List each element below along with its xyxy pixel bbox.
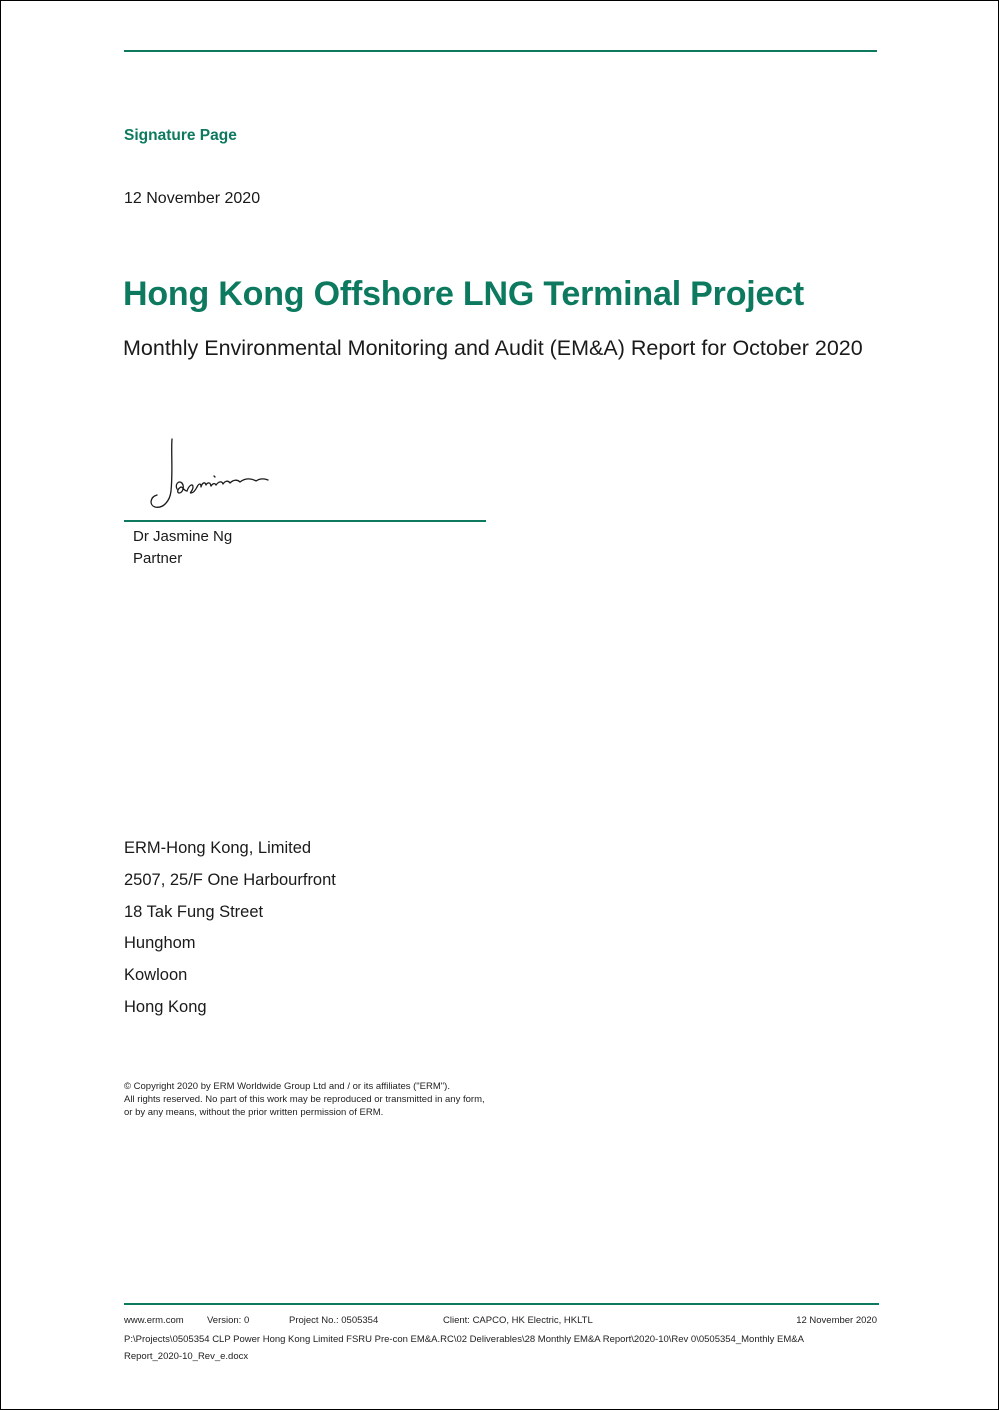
copyright-line: © Copyright 2020 by ERM Worldwide Group Ltd and / or its affiliates ("ERM"). xyxy=(124,1081,450,1092)
signatory-block xyxy=(133,526,232,570)
signature-line xyxy=(124,520,486,522)
document-subtitle: Monthly Environmental Monitoring and Audit (EM&A) Report for October 2020 xyxy=(123,336,863,360)
footer-version: Version: 0 xyxy=(207,1315,250,1326)
header-divider xyxy=(124,50,877,52)
handwritten-signature xyxy=(141,431,281,515)
address-line: Hunghom xyxy=(124,934,196,953)
footer-website: www.erm.com xyxy=(124,1315,184,1326)
address-line: ERM-Hong Kong, Limited xyxy=(124,839,312,857)
address-line: Kowloon xyxy=(124,966,188,985)
footer-date: 12 November 2020 xyxy=(796,1315,877,1326)
document-title: Hong Kong Offshore LNG Terminal Project xyxy=(123,275,805,313)
signatory-role: Partner xyxy=(133,550,183,567)
company-address xyxy=(124,833,336,1024)
footer-divider xyxy=(124,1303,879,1305)
copyright-line: All rights reserved. No part of this work may be reproduced or transmitted in any form, xyxy=(124,1094,485,1105)
copyright-notice xyxy=(124,1080,485,1119)
footer-client: Client: CAPCO, HK Electric, HKLTL xyxy=(443,1315,593,1326)
copyright-line: or by any means, without the prior written permission of ERM. xyxy=(124,1107,384,1118)
address-line: 2507, 25/F One Harbourfront xyxy=(124,870,336,889)
section-label: Signature Page xyxy=(124,127,237,144)
address-line: Hong Kong xyxy=(124,997,207,1016)
footer-project-number: Project No.: 0505354 xyxy=(289,1315,379,1326)
document-date: 12 November 2020 xyxy=(124,190,261,207)
address-line: 18 Tak Fung Street xyxy=(124,902,264,921)
signatory-name: Dr Jasmine Ng xyxy=(133,528,233,545)
footer-file-path: P:\Projects\0505354 CLP Power Hong Kong Limited FSRU Pre-con EM&A.RC\02 Deliverables\28 Monthly EM&A Report\2020-10\Rev 0\0505354_Monthly EM&A Report_2020-10_Rev_e.docx xyxy=(124,1334,804,1362)
